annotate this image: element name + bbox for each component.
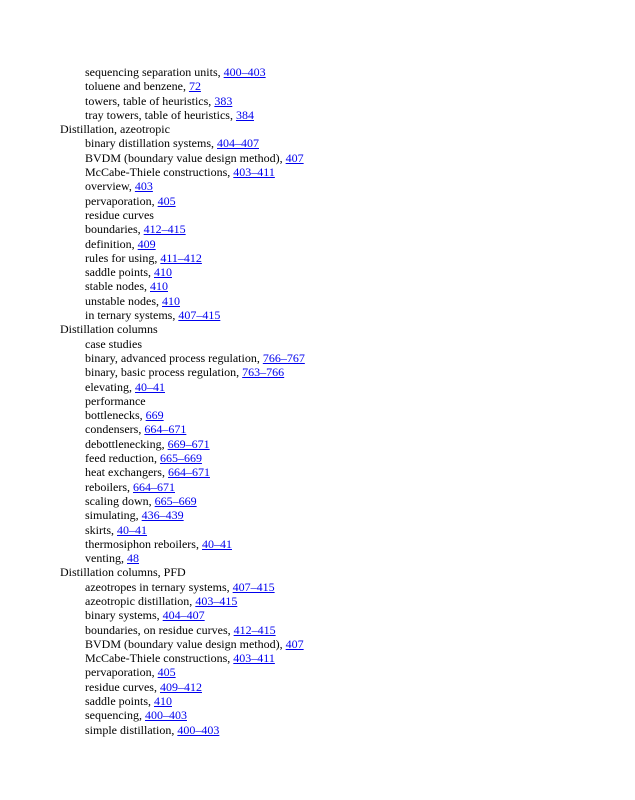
index-subentry xyxy=(0,437,635,451)
page-reference-link[interactable]: 404–407 xyxy=(217,136,259,151)
page-reference-link[interactable]: 72 xyxy=(188,79,201,94)
index-term: binary systems, xyxy=(85,608,163,623)
page-reference-link[interactable]: 405 xyxy=(157,665,176,680)
index-term: bottlenecks, xyxy=(85,408,146,423)
index-subentry xyxy=(0,537,635,551)
index-subentry xyxy=(0,551,635,565)
index-subentry xyxy=(0,694,635,708)
index-term: reboilers, xyxy=(85,479,133,494)
index-subentry xyxy=(0,665,635,679)
index-term: BVDM (boundary value design method), xyxy=(85,636,286,651)
page-reference-link[interactable]: 669 xyxy=(145,408,164,423)
page-reference-link[interactable]: 384 xyxy=(235,107,254,122)
index-term: sequencing, xyxy=(85,708,145,723)
index-subentry xyxy=(0,623,635,637)
index-term: simple distillation, xyxy=(85,722,178,737)
index-term: in ternary systems, xyxy=(85,308,179,323)
index-heading xyxy=(0,565,635,579)
index-term: debottlenecking, xyxy=(85,436,168,451)
index-subentry xyxy=(0,723,635,737)
page-reference-link[interactable]: 407 xyxy=(285,636,304,651)
index-heading xyxy=(0,122,635,136)
page-reference-link[interactable]: 410 xyxy=(150,279,168,294)
index-term: definition, xyxy=(85,236,138,251)
page-reference-link[interactable]: 410 xyxy=(154,265,172,280)
index-subentry xyxy=(0,337,635,351)
index-term: thermosiphon reboilers, xyxy=(85,536,202,551)
index-term: saddle points, xyxy=(85,265,154,280)
index-term: boundaries, xyxy=(85,222,144,237)
index-subentry xyxy=(0,265,635,279)
page-reference-link[interactable]: 412–415 xyxy=(143,222,186,237)
index-subentry xyxy=(0,451,635,465)
page-reference-link[interactable]: 407 xyxy=(285,150,304,165)
index-term: scaling down, xyxy=(85,493,155,508)
index-subentry xyxy=(0,351,635,365)
page-reference-link[interactable]: 664–671 xyxy=(144,422,187,437)
index-term: residue curves xyxy=(85,207,154,222)
page-reference-link[interactable]: 766–767 xyxy=(262,350,305,365)
index-term: tray towers, table of heuristics, xyxy=(85,107,236,122)
index-term: Distillation, azeotropic xyxy=(60,122,170,137)
index-subentry xyxy=(0,251,635,265)
index-subentry xyxy=(0,408,635,422)
page-reference-link[interactable]: 403–415 xyxy=(195,593,238,608)
index-term: skirts, xyxy=(85,522,118,537)
page-reference-link[interactable]: 664–671 xyxy=(167,465,210,480)
index-subentry xyxy=(0,294,635,308)
index-term: venting, xyxy=(85,551,127,566)
page-reference-link[interactable]: 403–411 xyxy=(233,651,275,666)
index-subentry xyxy=(0,65,635,79)
index-subentry xyxy=(0,508,635,522)
index-term: toluene and benzene, xyxy=(85,79,189,94)
index-subentry xyxy=(0,136,635,150)
index-subentry xyxy=(0,494,635,508)
index-term: residue curves, xyxy=(85,679,160,694)
index-subentry xyxy=(0,637,635,651)
page-reference-link[interactable]: 669–671 xyxy=(167,436,210,451)
index-term: case studies xyxy=(85,336,142,351)
index-term: BVDM (boundary value design method), xyxy=(85,150,286,165)
index-subentry xyxy=(0,651,635,665)
index-subentry xyxy=(0,523,635,537)
index-term: overview, xyxy=(85,179,135,194)
index-subentry xyxy=(0,194,635,208)
index-subentry xyxy=(0,222,635,236)
page-reference-link[interactable]: 407–415 xyxy=(232,579,275,594)
page-reference-link[interactable]: 412–415 xyxy=(233,622,276,637)
index-term: binary, basic process regulation, xyxy=(85,365,243,380)
index-subentry xyxy=(0,365,635,379)
index-subentry xyxy=(0,580,635,594)
index-term: rules for using, xyxy=(85,250,161,265)
index-term: Distillation columns xyxy=(60,322,158,337)
page-reference-link[interactable]: 664–671 xyxy=(132,479,175,494)
page-reference-link[interactable]: 665–669 xyxy=(154,493,197,508)
index-subentry xyxy=(0,208,635,222)
index-subentry xyxy=(0,422,635,436)
page-reference-link[interactable]: 400–403 xyxy=(223,65,266,79)
index-term: binary, advanced process regulation, xyxy=(85,350,263,365)
page-reference-link[interactable]: 400–403 xyxy=(177,722,220,737)
index-term: saddle points, xyxy=(85,694,154,709)
page-reference-link[interactable]: 763–766 xyxy=(242,365,285,380)
index-subentry xyxy=(0,308,635,322)
index-subentry xyxy=(0,680,635,694)
index-term: pervaporation, xyxy=(85,193,158,208)
index-term: azeotropes in ternary systems, xyxy=(85,579,233,594)
index-subentry xyxy=(0,94,635,108)
page-reference-link[interactable]: 40–41 xyxy=(201,536,232,551)
page-reference-link[interactable]: 383 xyxy=(214,93,233,108)
index-subentry xyxy=(0,608,635,622)
page-reference-link[interactable]: 409 xyxy=(137,236,156,251)
index-term: towers, table of heuristics, xyxy=(85,93,215,108)
index-term: McCabe-Thiele constructions, xyxy=(85,165,234,180)
index-term: condensers, xyxy=(85,422,145,437)
page-reference-link[interactable]: 400–403 xyxy=(144,708,187,723)
page-reference-link[interactable]: 411–412 xyxy=(160,250,202,265)
index-subentry xyxy=(0,594,635,608)
page-reference-link[interactable]: 410 xyxy=(162,293,180,308)
index-heading xyxy=(0,322,635,336)
page-reference-link[interactable]: 403–411 xyxy=(233,165,275,180)
page-reference-link[interactable]: 436–439 xyxy=(141,508,184,523)
index-subentry xyxy=(0,708,635,722)
index-term: Distillation columns, PFD xyxy=(60,565,186,580)
page-reference-link[interactable]: 48 xyxy=(127,551,139,566)
page-reference-link[interactable]: 40–41 xyxy=(117,522,148,537)
index-term: boundaries, on residue curves, xyxy=(85,622,234,637)
index-subentry xyxy=(0,465,635,479)
index-subentry xyxy=(0,480,635,494)
index-term: stable nodes, xyxy=(85,279,150,294)
index-page xyxy=(0,65,635,737)
page-reference-link[interactable]: 403 xyxy=(134,179,153,194)
page-reference-link[interactable]: 40–41 xyxy=(134,379,165,394)
index-term: elevating, xyxy=(85,379,135,394)
index-term: azeotropic distillation, xyxy=(85,593,196,608)
page-reference-link[interactable]: 409–412 xyxy=(159,679,202,694)
index-term: feed reduction, xyxy=(85,451,160,466)
page-reference-link[interactable]: 410 xyxy=(154,694,172,709)
index-subentry xyxy=(0,179,635,193)
index-subentry xyxy=(0,394,635,408)
page-reference-link[interactable]: 665–669 xyxy=(159,451,202,466)
index-term: unstable nodes, xyxy=(85,293,162,308)
index-subentry xyxy=(0,279,635,293)
index-term: binary distillation systems, xyxy=(85,136,217,151)
index-subentry xyxy=(0,79,635,93)
index-term: heat exchangers, xyxy=(85,465,168,480)
index-term: McCabe-Thiele constructions, xyxy=(85,651,234,666)
index-subentry xyxy=(0,380,635,394)
index-subentry xyxy=(0,165,635,179)
index-term: simulating, xyxy=(85,508,142,523)
page-reference-link[interactable]: 405 xyxy=(157,193,176,208)
index-subentry xyxy=(0,237,635,251)
index-subentry xyxy=(0,108,635,122)
index-subentry xyxy=(0,151,635,165)
page-reference-link[interactable]: 404–407 xyxy=(162,608,205,623)
index-term: pervaporation, xyxy=(85,665,158,680)
page-reference-link[interactable]: 407–415 xyxy=(178,308,221,323)
index-term: performance xyxy=(85,393,146,408)
index-term: sequencing separation units, xyxy=(85,65,224,79)
